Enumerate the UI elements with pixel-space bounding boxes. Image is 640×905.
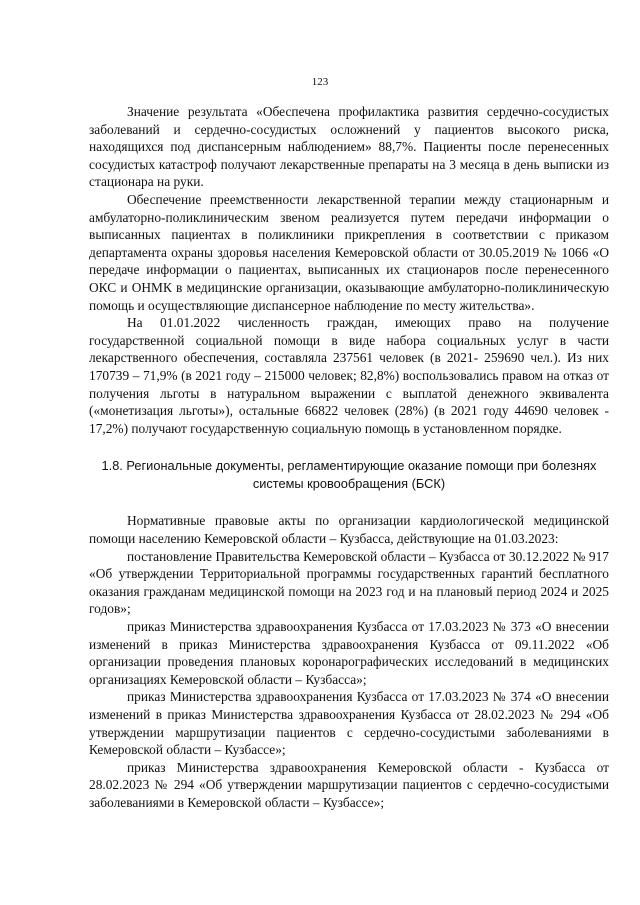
section-heading: 1.8. Региональные документы, регламентирующие оказание помощи при болезнях системы кровообращения (БСК) [101,458,597,491]
section-gap [89,492,609,512]
paragraph-normative-acts-intro: Нормативные правовые акты по организации кардиологической медицинской помощи населению Кемеровской области – Кузбасса, действующие на 01.03.2023: [89,513,609,547]
paragraph-result-value: Значение результата «Обеспечена профилактика развития сердечно-сосудистых заболеваний и сердечно-сосудистых осложнений у пациентов высокого риска, находящихся под диспансерным наблюдением» 88,7%. Пациенты после перенесенных сосудистых катастроф получают лекарственные препараты на 3 месяца в день выписки из стационара на руки. [89,104,609,190]
paragraph-social-help-stats: На 01.01.2022 численность граждан, имеющих право на получение государственной социальной помощи в виде набора социальных услуг в части лекарственного обеспечения, составляла 237561 человек (в 2021- 259690 чел.). Из них 170739 – 71,9% (в 2021 году – 215000 человек; 82,8%) воспользовались правом на отказ от получения льготы в натуральном выражении с выплатой денежного эквивалента («монетизация льготы»), остальные 66822 человек (28%) (в 2021 году 44690 человек - 17,2%) получают государственную социальную помощь в установленном порядке. [89,315,609,436]
paragraph-continuity-therapy: Обеспечение преемственности лекарственной терапии между стационарным и амбулаторно-поликлиническим звеном реализуется путем передачи информации о выписанных пациентах в поликлиники прикрепления в соответствии с приказом департамента охраны здоровья населения Кемеровской области от 30.05.2019 № 1066 «О передаче информации о пациентах, выписанных их стационаров после перенесенного ОКС и ОНМК в медицинские организации, оказывающие амбулаторно-поликлиническую помощь и осуществляющие диспансерное наблюдение по месту жительства». [89,191,609,313]
paragraph-order-373: приказ Министерства здравоохранения Кузбасса от 17.03.2023 № 373 «О внесении изменений в приказ Министерства здравоохранения Кузбасса от 09.11.2022 «Об организации проведения плановых коронарографических исследований в медицинских организациях Кемеровской области – Кузбасса»; [89,619,609,687]
document-body [89,103,609,812]
page-number: 123 [311,76,329,88]
paragraph-decree-917: постановление Правительства Кемеровской области – Кузбасса от 30.12.2022 № 917 «Об утверждении Территориальной программы государственных гарантий бесплатного оказания гражданам медицинской помощи на 2023 год и на плановый период 2024 и 2025 годов»; [89,548,609,617]
paragraph-order-374: приказ Министерства здравоохранения Кузбасса от 17.03.2023 № 374 «О внесении изменений в приказ Министерства здравоохранения Кузбасса от 28.02.2023 № 294 «Об утверждении маршрутизации пациентов с сердечно-сосудистыми заболеваниями в Кемеровской области – Кузбассе»; [89,689,609,758]
paragraph-order-294: приказ Министерства здравоохранения Кемеровской области - Кузбасса от 28.02.2023 № 294 «Об утверждении маршрутизации пациентов с сердечно-сосудистыми заболеваниями в Кемеровской области – Кузбассе»; [89,759,609,810]
